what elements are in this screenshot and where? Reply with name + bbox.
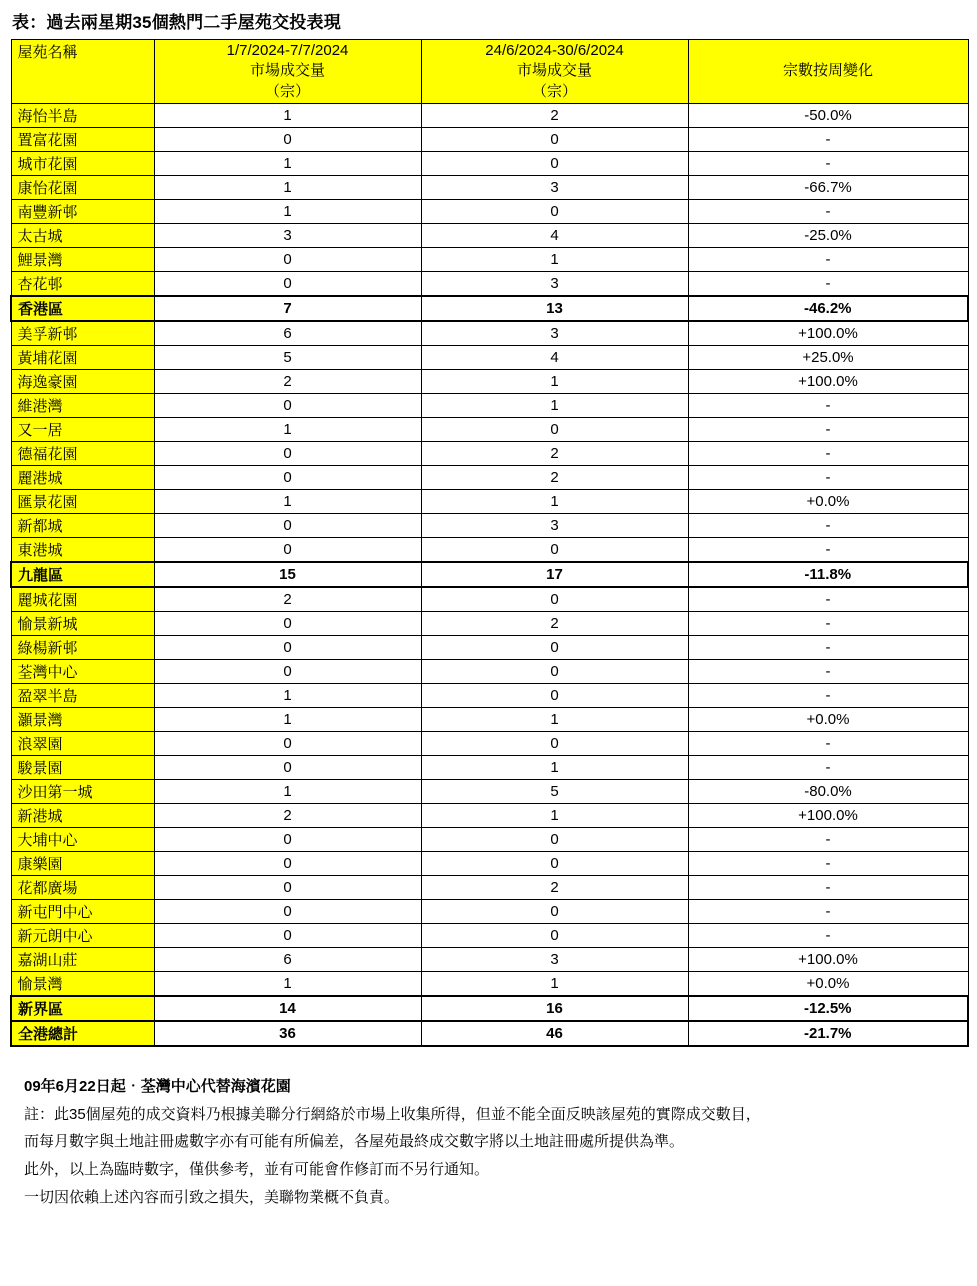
- cell-previous-volume: 3: [421, 947, 688, 971]
- cell-weekly-change: -: [688, 827, 968, 851]
- table-row: [11, 465, 968, 489]
- cell-previous-volume: 2: [421, 875, 688, 899]
- cell-estate-name: 全港總計: [11, 1021, 154, 1046]
- cell-weekly-change: -: [688, 731, 968, 755]
- cell-weekly-change: +100.0%: [688, 947, 968, 971]
- table-row: [11, 513, 968, 537]
- table-row: [11, 611, 968, 635]
- table-row: [11, 537, 968, 562]
- cell-previous-volume: 0: [421, 683, 688, 707]
- table-row: [11, 683, 968, 707]
- cell-current-volume: 1: [154, 779, 421, 803]
- cell-estate-name: 又一居: [11, 417, 154, 441]
- cell-current-volume: 6: [154, 321, 421, 346]
- cell-current-volume: 0: [154, 635, 421, 659]
- cell-weekly-change: -: [688, 683, 968, 707]
- cell-previous-volume: 0: [421, 199, 688, 223]
- cell-estate-name: 匯景花園: [11, 489, 154, 513]
- table-row: [11, 441, 968, 465]
- table-row: [11, 923, 968, 947]
- cell-weekly-change: -: [688, 271, 968, 296]
- cell-estate-name: 德福花園: [11, 441, 154, 465]
- cell-current-volume: 1: [154, 103, 421, 127]
- cell-estate-name: 置富花園: [11, 127, 154, 151]
- cell-estate-name: 大埔中心: [11, 827, 154, 851]
- cell-estate-name: 美孚新邨: [11, 321, 154, 346]
- table-row: [11, 996, 968, 1021]
- note-line-2: 而每月數字與土地註冊處數字亦有可能有所偏差，各屋苑最終成交數字將以土地註冊處所提供為準。: [24, 1133, 685, 1151]
- cell-current-volume: 2: [154, 587, 421, 612]
- cell-estate-name: 南豐新邨: [11, 199, 154, 223]
- cell-weekly-change: -: [688, 127, 968, 151]
- cell-previous-volume: 2: [421, 441, 688, 465]
- previous-period-volume-label: 市場成交量: [516, 62, 592, 80]
- cell-estate-name: 嘉湖山莊: [11, 947, 154, 971]
- cell-current-volume: 1: [154, 683, 421, 707]
- cell-previous-volume: 0: [421, 127, 688, 151]
- note-line-4: 一切因依賴上述內容而引致之損失，美聯物業概不負責。: [24, 1188, 400, 1206]
- cell-weekly-change: -11.8%: [688, 562, 968, 587]
- cell-estate-name: 麗城花園: [11, 587, 154, 612]
- table-row: [11, 851, 968, 875]
- cell-estate-name: 愉景灣: [11, 971, 154, 996]
- table-row: [11, 803, 968, 827]
- table-row: [11, 899, 968, 923]
- cell-estate-name: 灝景灣: [11, 707, 154, 731]
- cell-estate-name: 東港城: [11, 537, 154, 562]
- cell-previous-volume: 0: [421, 537, 688, 562]
- cell-estate-name: 盈翠半島: [11, 683, 154, 707]
- cell-current-volume: 2: [154, 803, 421, 827]
- cell-current-volume: 0: [154, 513, 421, 537]
- table-header-row: [11, 40, 968, 104]
- cell-estate-name: 荃灣中心: [11, 659, 154, 683]
- cell-current-volume: 3: [154, 223, 421, 247]
- cell-previous-volume: 0: [421, 851, 688, 875]
- cell-current-volume: 0: [154, 875, 421, 899]
- cell-current-volume: 0: [154, 127, 421, 151]
- table-row: [11, 345, 968, 369]
- cell-current-volume: 6: [154, 947, 421, 971]
- table-row: [11, 971, 968, 996]
- column-header-change: 宗數按周變化: [688, 40, 968, 104]
- cell-estate-name: 新都城: [11, 513, 154, 537]
- cell-previous-volume: 2: [421, 611, 688, 635]
- cell-previous-volume: 16: [421, 996, 688, 1021]
- cell-previous-volume: 0: [421, 417, 688, 441]
- cell-current-volume: 0: [154, 441, 421, 465]
- cell-current-volume: 1: [154, 971, 421, 996]
- cell-estate-name: 康怡花園: [11, 175, 154, 199]
- cell-current-volume: 1: [154, 417, 421, 441]
- table-row: [11, 659, 968, 683]
- cell-weekly-change: -80.0%: [688, 779, 968, 803]
- cell-current-volume: 1: [154, 707, 421, 731]
- table-row: [11, 175, 968, 199]
- table-row: [11, 947, 968, 971]
- cell-current-volume: 0: [154, 827, 421, 851]
- cell-current-volume: 1: [154, 175, 421, 199]
- cell-previous-volume: 1: [421, 803, 688, 827]
- cell-weekly-change: -: [688, 247, 968, 271]
- table-row: [11, 417, 968, 441]
- cell-previous-volume: 0: [421, 659, 688, 683]
- cell-weekly-change: -: [688, 923, 968, 947]
- cell-weekly-change: +0.0%: [688, 489, 968, 513]
- cell-weekly-change: -50.0%: [688, 103, 968, 127]
- cell-estate-name: 新元朗中心: [11, 923, 154, 947]
- cell-weekly-change: -: [688, 393, 968, 417]
- table-row: [11, 223, 968, 247]
- cell-previous-volume: 1: [421, 971, 688, 996]
- cell-weekly-change: -: [688, 899, 968, 923]
- note-line-1: 註：此35個屋苑的成交資料乃根據美聯分行網絡於市場上收集所得，但並不能全面反映該屋苑的實際成交數目，: [24, 1105, 761, 1123]
- table-row: [11, 103, 968, 127]
- cell-current-volume: 1: [154, 489, 421, 513]
- cell-weekly-change: -: [688, 587, 968, 612]
- cell-weekly-change: -: [688, 441, 968, 465]
- cell-previous-volume: 4: [421, 223, 688, 247]
- cell-estate-name: 愉景新城: [11, 611, 154, 635]
- cell-previous-volume: 0: [421, 587, 688, 612]
- cell-previous-volume: 0: [421, 923, 688, 947]
- cell-weekly-change: -: [688, 875, 968, 899]
- cell-weekly-change: +100.0%: [688, 803, 968, 827]
- cell-weekly-change: +25.0%: [688, 345, 968, 369]
- cell-estate-name: 康樂園: [11, 851, 154, 875]
- cell-estate-name: 新屯門中心: [11, 899, 154, 923]
- cell-previous-volume: 1: [421, 247, 688, 271]
- current-period-unit: （宗）: [264, 82, 310, 100]
- cell-current-volume: 7: [154, 296, 421, 321]
- cell-previous-volume: 1: [421, 707, 688, 731]
- cell-previous-volume: 0: [421, 827, 688, 851]
- table-row: [11, 827, 968, 851]
- note-line-3: 此外，以上為臨時數字，僅供參考，並有可能會作修訂而不另行通知。: [24, 1161, 490, 1178]
- table-row: [11, 247, 968, 271]
- cell-estate-name: 花都廣場: [11, 875, 154, 899]
- previous-period-dates: 24/6/2024-30/6/2024: [485, 42, 624, 59]
- cell-current-volume: 0: [154, 731, 421, 755]
- cell-current-volume: 0: [154, 851, 421, 875]
- cell-weekly-change: -66.7%: [688, 175, 968, 199]
- cell-weekly-change: -: [688, 755, 968, 779]
- notes-headline: 09年6月22日起‧荃灣中心代替海濱花園: [24, 1077, 291, 1095]
- table-row: [11, 587, 968, 612]
- cell-estate-name: 沙田第一城: [11, 779, 154, 803]
- cell-weekly-change: -: [688, 199, 968, 223]
- table-row: [11, 1021, 968, 1046]
- cell-estate-name: 海怡半島: [11, 103, 154, 127]
- cell-estate-name: 黃埔花園: [11, 345, 154, 369]
- current-period-volume-label: 市場成交量: [249, 62, 325, 80]
- cell-previous-volume: 4: [421, 345, 688, 369]
- cell-previous-volume: 1: [421, 489, 688, 513]
- table-body: [11, 103, 968, 1046]
- table-row: [11, 296, 968, 321]
- cell-estate-name: 新界區: [11, 996, 154, 1021]
- previous-period-unit: （宗）: [531, 82, 577, 100]
- cell-current-volume: 0: [154, 755, 421, 779]
- cell-current-volume: 2: [154, 369, 421, 393]
- table-row: [11, 489, 968, 513]
- cell-previous-volume: 1: [421, 393, 688, 417]
- cell-current-volume: 0: [154, 659, 421, 683]
- cell-weekly-change: -: [688, 151, 968, 175]
- table-row: [11, 369, 968, 393]
- table-row: [11, 635, 968, 659]
- cell-current-volume: 0: [154, 611, 421, 635]
- cell-previous-volume: 0: [421, 635, 688, 659]
- cell-previous-volume: 0: [421, 151, 688, 175]
- transactions-table: [10, 39, 969, 1047]
- column-header-current-period: [154, 40, 421, 104]
- cell-weekly-change: -: [688, 417, 968, 441]
- table-row: [11, 393, 968, 417]
- cell-estate-name: 駿景園: [11, 755, 154, 779]
- cell-estate-name: 浪翠園: [11, 731, 154, 755]
- cell-estate-name: 太古城: [11, 223, 154, 247]
- cell-previous-volume: 3: [421, 321, 688, 346]
- table-row: [11, 199, 968, 223]
- cell-current-volume: 1: [154, 199, 421, 223]
- current-period-dates: 1/7/2024-7/7/2024: [226, 42, 349, 59]
- cell-weekly-change: -12.5%: [688, 996, 968, 1021]
- cell-previous-volume: 3: [421, 175, 688, 199]
- cell-weekly-change: -25.0%: [688, 223, 968, 247]
- cell-estate-name: 維港灣: [11, 393, 154, 417]
- cell-weekly-change: -21.7%: [688, 1021, 968, 1046]
- cell-previous-volume: 0: [421, 731, 688, 755]
- cell-previous-volume: 1: [421, 369, 688, 393]
- cell-previous-volume: 3: [421, 271, 688, 296]
- notes-section: [24, 1073, 967, 1212]
- table-row: [11, 779, 968, 803]
- cell-estate-name: 新港城: [11, 803, 154, 827]
- cell-estate-name: 香港區: [11, 296, 154, 321]
- cell-previous-volume: 2: [421, 103, 688, 127]
- cell-weekly-change: +0.0%: [688, 971, 968, 996]
- cell-estate-name: 綠楊新邨: [11, 635, 154, 659]
- cell-previous-volume: 1: [421, 755, 688, 779]
- cell-weekly-change: -: [688, 635, 968, 659]
- table-row: [11, 271, 968, 296]
- cell-estate-name: 杏花邨: [11, 271, 154, 296]
- cell-current-volume: 0: [154, 393, 421, 417]
- table-row: [11, 127, 968, 151]
- cell-current-volume: 0: [154, 271, 421, 296]
- cell-weekly-change: +100.0%: [688, 321, 968, 346]
- cell-weekly-change: -46.2%: [688, 296, 968, 321]
- cell-weekly-change: +0.0%: [688, 707, 968, 731]
- table-row: [11, 875, 968, 899]
- cell-current-volume: 0: [154, 923, 421, 947]
- column-header-previous-period: [421, 40, 688, 104]
- cell-previous-volume: 46: [421, 1021, 688, 1046]
- cell-current-volume: 14: [154, 996, 421, 1021]
- table-row: [11, 707, 968, 731]
- cell-previous-volume: 0: [421, 899, 688, 923]
- cell-current-volume: 5: [154, 345, 421, 369]
- cell-estate-name: 城市花園: [11, 151, 154, 175]
- cell-estate-name: 麗港城: [11, 465, 154, 489]
- cell-previous-volume: 5: [421, 779, 688, 803]
- cell-current-volume: 0: [154, 465, 421, 489]
- cell-estate-name: 海逸豪園: [11, 369, 154, 393]
- cell-previous-volume: 3: [421, 513, 688, 537]
- cell-weekly-change: -: [688, 537, 968, 562]
- cell-previous-volume: 17: [421, 562, 688, 587]
- page-title: 表：過去兩星期35個熱門二手屋苑交投表現: [12, 13, 341, 32]
- table-row: [11, 731, 968, 755]
- cell-current-volume: 36: [154, 1021, 421, 1046]
- column-header-estate: 屋苑名稱: [11, 40, 154, 104]
- cell-current-volume: 15: [154, 562, 421, 587]
- cell-current-volume: 1: [154, 151, 421, 175]
- cell-weekly-change: -: [688, 659, 968, 683]
- table-header: [11, 40, 968, 104]
- cell-weekly-change: +100.0%: [688, 369, 968, 393]
- cell-previous-volume: 2: [421, 465, 688, 489]
- cell-weekly-change: -: [688, 851, 968, 875]
- cell-current-volume: 0: [154, 537, 421, 562]
- table-row: [11, 151, 968, 175]
- cell-weekly-change: -: [688, 611, 968, 635]
- cell-current-volume: 0: [154, 899, 421, 923]
- cell-estate-name: 九龍區: [11, 562, 154, 587]
- cell-current-volume: 0: [154, 247, 421, 271]
- cell-weekly-change: -: [688, 465, 968, 489]
- table-row: [11, 562, 968, 587]
- cell-estate-name: 鯉景灣: [11, 247, 154, 271]
- cell-weekly-change: -: [688, 513, 968, 537]
- table-row: [11, 321, 968, 346]
- cell-previous-volume: 13: [421, 296, 688, 321]
- table-row: [11, 755, 968, 779]
